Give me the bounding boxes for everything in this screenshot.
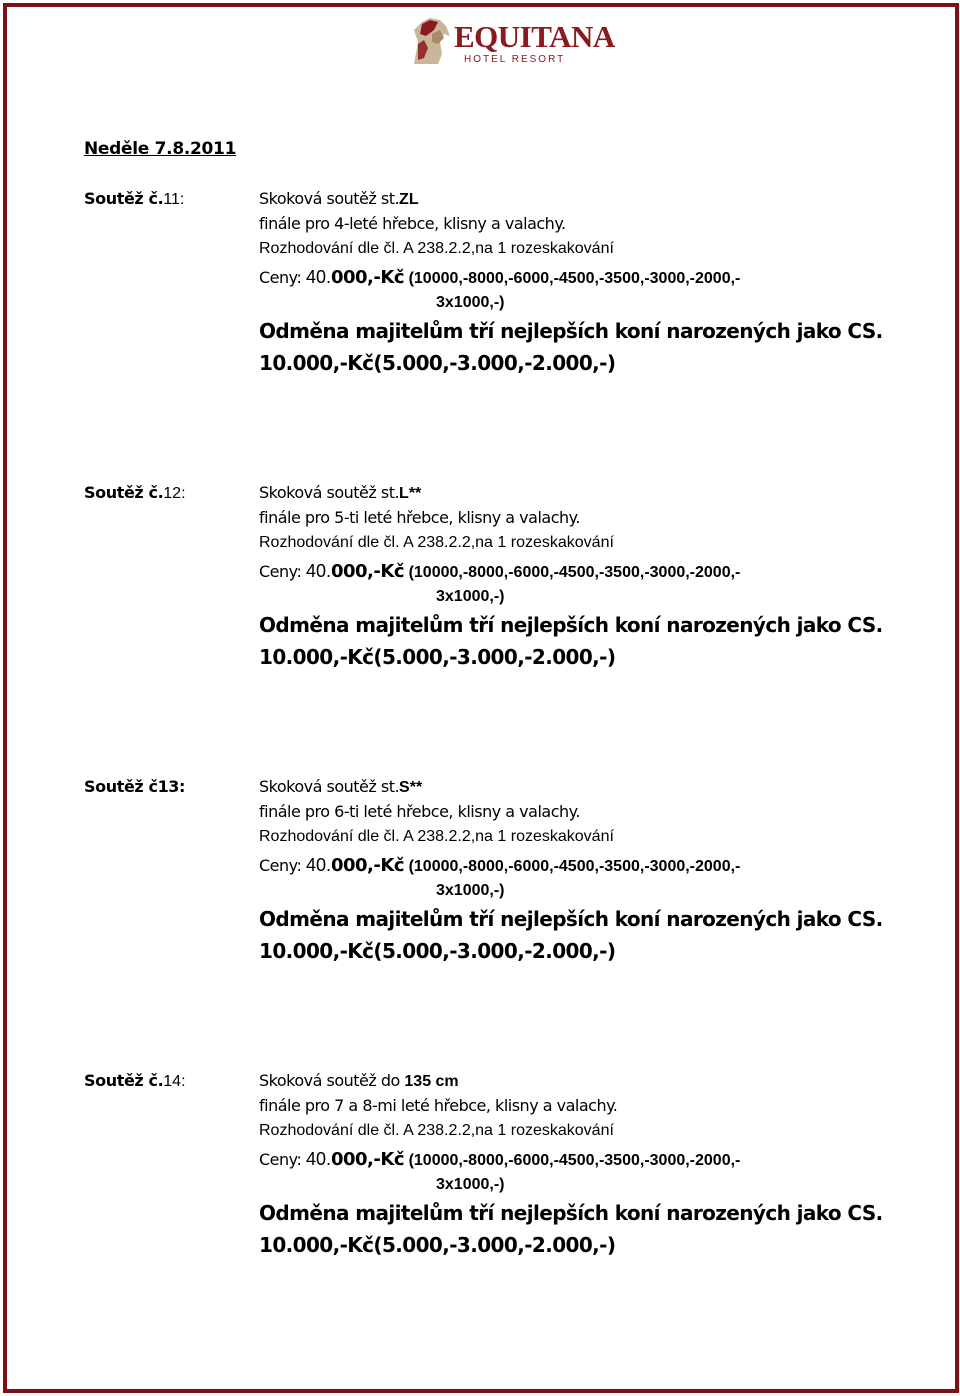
prize-total <box>306 1149 404 1170</box>
brand-name: EQUITANA <box>454 19 615 54</box>
prize-label: Ceny: <box>259 268 302 287</box>
reward-line: Odměna majitelům tří nejlepších koní narozených jako CS. <box>259 1201 883 1225</box>
title-prefix: Skoková soutěž st. <box>259 777 400 796</box>
competition-rules: Rozhodování dle čl. A 238.2.2,na 1 rozeskakování <box>259 1122 614 1139</box>
competition-final: finále pro 5-ti leté hřebce, klisny a valachy. <box>259 508 580 527</box>
prize-breakdown: (10000,-8000,-6000,-4500,-3500,-3000,-2000,- <box>408 564 741 581</box>
prize-label: Ceny: <box>259 1150 302 1169</box>
competition-label-prefix: Soutěž č. <box>84 483 164 502</box>
title-level: S** <box>399 779 423 796</box>
title-prefix: Skoková soutěž st. <box>259 483 400 502</box>
title-prefix: Skoková soutěž do <box>259 1071 405 1090</box>
prize-total-num: 40. <box>305 267 331 287</box>
competition-title <box>259 1070 459 1093</box>
prize-breakdown-cont: 3x1000,-) <box>436 1176 505 1193</box>
competition-prizes <box>259 1148 740 1172</box>
competition-final: finále pro 4-leté hřebce, klisny a valachy. <box>259 214 566 233</box>
competition-rules: Rozhodování dle čl. A 238.2.2,na 1 rozeskakování <box>259 240 614 257</box>
competition-rules: Rozhodování dle čl. A 238.2.2,na 1 rozeskakování <box>259 534 614 551</box>
competition-final: finále pro 6-ti leté hřebce, klisny a valachy. <box>259 802 580 821</box>
competition-prizes <box>259 560 740 584</box>
competition-final: finále pro 7 a 8-mi leté hřebce, klisny a valachy. <box>259 1096 618 1115</box>
competition-rules: Rozhodování dle čl. A 238.2.2,na 1 rozeskakování <box>259 828 614 845</box>
day-title: Neděle 7.8.2011 <box>84 139 237 159</box>
prize-total-num: 40. <box>305 855 331 875</box>
prize-total-currency: 000,-Kč <box>330 561 404 582</box>
prize-total-currency: 000,-Kč <box>330 1149 404 1170</box>
reward-amounts: 10.000,-Kč(5.000,-3.000,-2.000,-) <box>259 351 616 375</box>
prize-total-num: 40. <box>305 561 331 581</box>
prize-total <box>306 855 404 876</box>
competition-title <box>259 482 421 505</box>
competition-prizes <box>259 266 740 290</box>
title-level: L** <box>399 485 422 502</box>
competition-title <box>259 188 419 211</box>
competition-label-prefix: Soutěž č13: <box>84 777 186 796</box>
reward-line: Odměna majitelům tří nejlepších koní narozených jako CS. <box>259 907 883 931</box>
competition-label <box>84 1070 186 1093</box>
prize-total-currency: 000,-Kč <box>330 855 404 876</box>
competition-label-prefix: Soutěž č. <box>84 1071 164 1090</box>
prize-total <box>306 267 404 288</box>
reward-amounts: 10.000,-Kč(5.000,-3.000,-2.000,-) <box>259 645 616 669</box>
competition-label <box>84 776 185 799</box>
competition-number: 14: <box>163 1073 186 1090</box>
competition-number: 12: <box>163 485 186 502</box>
reward-amounts: 10.000,-Kč(5.000,-3.000,-2.000,-) <box>259 1233 616 1257</box>
prize-breakdown-cont: 3x1000,-) <box>436 294 505 311</box>
equitana-logo <box>410 14 615 70</box>
prize-total-num: 40. <box>305 1149 331 1169</box>
competition-label <box>84 188 184 211</box>
reward-line: Odměna majitelům tří nejlepších koní narozených jako CS. <box>259 613 883 637</box>
competition-label-prefix: Soutěž č. <box>84 189 164 208</box>
brand-subtitle: HOTEL RESORT <box>464 54 566 65</box>
title-prefix: Skoková soutěž st. <box>259 189 400 208</box>
title-level: ZL <box>399 191 419 208</box>
competition-title <box>259 776 422 799</box>
prize-breakdown-cont: 3x1000,-) <box>436 882 505 899</box>
prize-label: Ceny: <box>259 562 302 581</box>
competition-label <box>84 482 186 505</box>
reward-line: Odměna majitelům tří nejlepších koní narozených jako CS. <box>259 319 883 343</box>
reward-amounts: 10.000,-Kč(5.000,-3.000,-2.000,-) <box>259 939 616 963</box>
horse-head-icon <box>410 14 456 70</box>
prize-breakdown: (10000,-8000,-6000,-4500,-3500,-3000,-2000,- <box>408 1152 741 1169</box>
title-level: 135 cm <box>404 1073 459 1090</box>
prize-breakdown: (10000,-8000,-6000,-4500,-3500,-3000,-2000,- <box>408 270 741 287</box>
prize-total <box>306 561 404 582</box>
competition-number: 11: <box>163 191 185 208</box>
competition-prizes <box>259 854 740 878</box>
prize-breakdown: (10000,-8000,-6000,-4500,-3500,-3000,-2000,- <box>408 858 741 875</box>
prize-breakdown-cont: 3x1000,-) <box>436 588 505 605</box>
prize-total-currency: 000,-Kč <box>330 267 404 288</box>
prize-label: Ceny: <box>259 856 302 875</box>
